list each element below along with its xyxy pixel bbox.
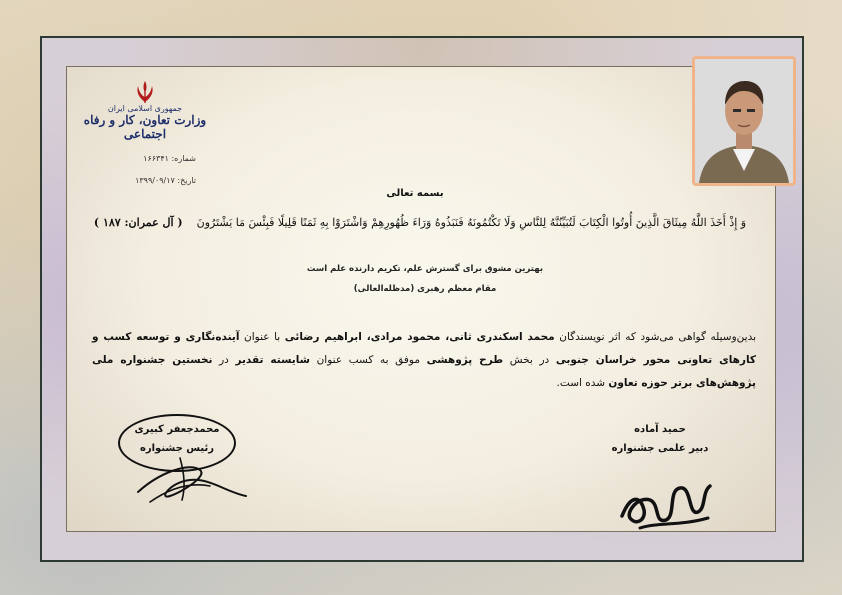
body-text-2: با عنوان: [239, 331, 285, 343]
date-label: تاریخ:: [177, 176, 196, 185]
bismillah-heading: بسمه تعالی: [386, 188, 444, 199]
country-line: جمهوری اسلامی ایران: [107, 104, 183, 113]
body-text-5: در: [212, 354, 236, 366]
portrait-icon: [695, 59, 793, 183]
left-signatory: [120, 424, 234, 454]
ministry-name: وزارت تعاون، کار و رفاه اجتماعی: [83, 113, 207, 141]
authors-names: محمد اسکندری ثانی، محمود مرادی، ابراهیم رضائی: [284, 331, 555, 343]
motto-line: بهترین مشوق برای گسترش علم، تکریم دارنده علم است: [306, 264, 544, 274]
number-label: شماره:: [171, 154, 196, 163]
left-signatory-name: محمدجعفر کبیری: [134, 424, 220, 435]
body-text-3: در بخش: [503, 354, 556, 366]
motto-attribution: مقام معظم رهبری (مدظله‌العالی): [353, 284, 497, 294]
award-title: شایسته تقدیر: [235, 354, 310, 366]
verse-reference: ( آل عمران: ۱۸۷ ): [93, 216, 183, 229]
body-text-4: موفق به کسب عنوان: [309, 354, 427, 366]
date-value: ۱۳۹۹/۰۹/۱۷: [135, 176, 175, 185]
work-title: آینده‌نگاری و توسعه کسب و کارهای تعاونی محور خراسان جنوبی: [92, 331, 757, 366]
right-signatory-name: حمید آماده: [634, 424, 686, 435]
festival-name: نخستین جشنواره ملی پژوهش‌های برتر حوزه تعاون: [92, 354, 756, 389]
portrait-photo: [692, 56, 796, 186]
quran-verse: [90, 216, 750, 229]
left-signature-icon: [130, 452, 254, 508]
ministry-logo: [80, 80, 210, 141]
body-text-1: بدین‌وسیله گواهی می‌شود که اثر نویسندگان: [554, 331, 757, 343]
certificate-body: [92, 326, 756, 395]
left-signatory-role: رئیس جشنواره: [139, 443, 215, 454]
right-signature-icon: [610, 466, 720, 538]
letter-number: [110, 154, 196, 163]
number-value: ۱۶۶۳۴۱: [143, 154, 169, 163]
section-name: طرح پژوهشی: [426, 354, 504, 366]
letter-date: [110, 176, 196, 185]
verse-text: وَ إِذْ أَخَذَ اللَّهُ مِيثَاقَ الَّذِينَ أُوتُوا الْكِتَابَ لَتُبَيِّنُنَّهُ لِلنَّاسِ وَلَا تَكْتُمُونَهُ فَنَبَذُوهُ وَرَاءَ ظُهُورِهِمْ وَاشْتَرَوْا بِهِ ثَمَنًا قَلِيلًا فَبِئْسَ مَا يَشْتَرُونَ: [196, 216, 747, 229]
iran-emblem-icon: [134, 80, 156, 104]
right-signatory-role: دبیر علمی جشنواره: [611, 443, 709, 454]
right-signatory: [600, 424, 720, 454]
body-text-6: شده است.: [556, 377, 609, 389]
